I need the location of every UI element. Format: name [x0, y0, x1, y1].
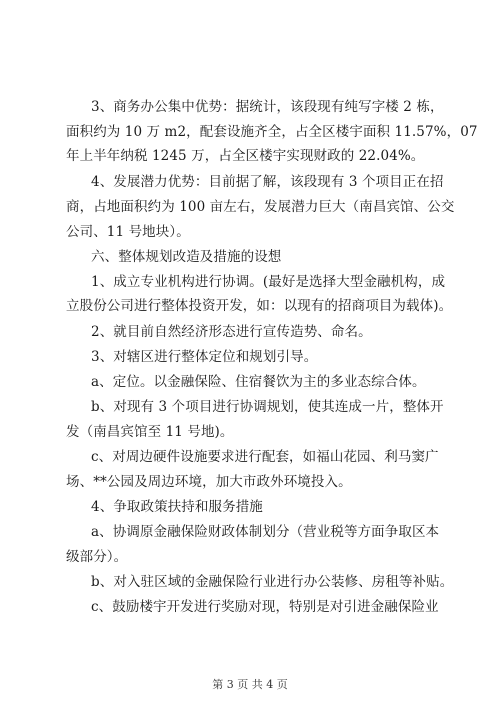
text-line: 级部分）。: [66, 549, 128, 565]
text-line: 4、争取政策扶持和服务措施: [91, 499, 263, 515]
text-line: c、对周边硬件设施要求进行配套，如福山花园、利马窦广: [91, 449, 439, 465]
section-heading: 六、整体规划改造及措施的设想: [91, 249, 282, 265]
text-line: b、对现有 3 个项目进行协调规划，使其连成一片，整体开: [91, 399, 444, 415]
text-line: 3、对辖区进行整体定位和规划引导。: [91, 349, 318, 365]
text-line: 场、**公园及周边环境，加大市政外环境投入。: [66, 474, 352, 490]
page-footer: 第 3 页 共 4 页: [212, 678, 288, 691]
text-line: c、鼓励楼宇开发进行奖励对现，特别是对引进金融保险业: [91, 599, 439, 615]
text-line: 年上半年纳税 1245 万，占全区楼宇实现财政的 22.04%。: [66, 148, 425, 164]
text-line: 2、就目前自然经济形态进行宣传造势、命名。: [91, 324, 372, 340]
text-line: 公司、11 号地块）。: [66, 224, 190, 240]
text-line: 立股份公司进行整体投资开发，如：以现有的招商项目为载体)。: [66, 298, 453, 314]
text-line: a、定位。以金融保险、住宿餐饮为主的多业态综合体。: [91, 374, 426, 390]
text-line: b、对入驻区域的金融保险行业进行办公装修、房租等补贴。: [91, 574, 454, 590]
text-line: 商，占地面积约为 100 亩左右，发展潜力巨大（南昌宾馆、公交: [66, 199, 455, 215]
text-line: a、协调原金融保险财政体制划分（营业税等方面争取区本: [91, 524, 440, 540]
text-line: 发（南昌宾馆至 11 号地)。: [66, 424, 234, 440]
text-line: 1、成立专业机构进行协调。(最好是选择大型金融机构，成: [91, 274, 446, 290]
text-line: 3、商务办公集中优势：据统计，该段现有纯写字楼 2 栋，: [91, 99, 444, 115]
text-line: 面积约为 10 万 m2，配套设施齐全，占全区楼宇面积 11.57%，07: [66, 124, 478, 140]
text-line: 4、发展潜力优势：目前据了解，该段现有 3 个项目正在招: [91, 174, 444, 190]
